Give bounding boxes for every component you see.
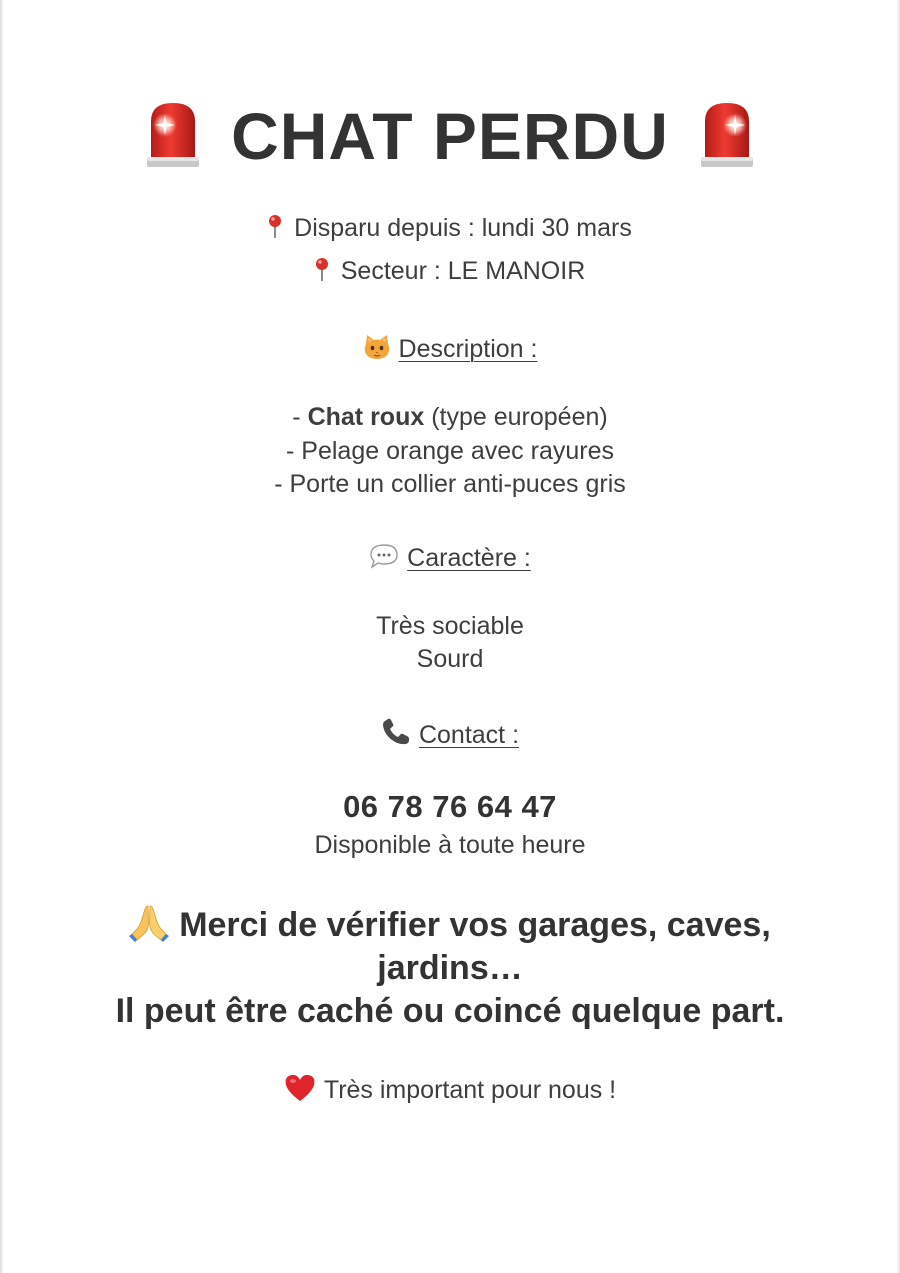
character-heading — [0, 543, 900, 571]
missing-since-line — [0, 214, 900, 241]
sector-text: Secteur : LE MANOIR — [340, 257, 586, 285]
character-trait-1: Très sociable — [376, 612, 524, 640]
footer-line — [0, 1073, 900, 1103]
phone-number: 06 78 76 64 47 — [343, 789, 557, 824]
contact-heading-text: Contact : — [418, 721, 520, 749]
character-trait-2: Sourd — [416, 645, 484, 673]
description-line-3: - Porte un collier anti-puces gris — [274, 470, 626, 498]
police-siren-icon — [145, 99, 201, 173]
description-line-1-bold: Chat roux — [307, 403, 425, 431]
description-line-1-rest: (type européen) — [424, 403, 608, 431]
page-title: CHAT PERDU — [231, 99, 669, 173]
appeal-line-1 — [0, 902, 900, 942]
appeal-line-2: jardins… — [377, 949, 523, 987]
description-heading-text: Description : — [398, 335, 538, 363]
character-heading-text: Caractère : — [407, 544, 531, 572]
police-siren-icon — [699, 99, 755, 173]
round-pushpin-icon — [268, 214, 282, 238]
description-line-1 — [0, 405, 900, 430]
speech-bubble-icon — [369, 543, 399, 569]
folded-hands-icon — [129, 902, 169, 942]
appeal-line-3: Il peut être caché ou coincé quelque part. — [115, 992, 785, 1030]
description-line-1-prefix: - — [292, 403, 308, 431]
description-line-2: - Pelage orange avec rayures — [286, 437, 614, 465]
appeal-line-1-text: Merci de vérifier vos garages, caves, — [179, 906, 771, 944]
red-heart-icon — [284, 1073, 316, 1103]
telephone-receiver-icon — [381, 718, 411, 746]
cat-face-icon — [363, 334, 391, 360]
footer-text: Très important pour nous ! — [323, 1076, 617, 1104]
availability-text: Disponible à toute heure — [314, 831, 586, 859]
sector-line — [0, 257, 900, 284]
missing-since-text: Disparu depuis : lundi 30 mars — [294, 214, 632, 242]
round-pushpin-icon — [315, 257, 329, 281]
title-row — [0, 96, 900, 176]
description-heading — [0, 334, 900, 362]
contact-heading — [0, 718, 900, 748]
